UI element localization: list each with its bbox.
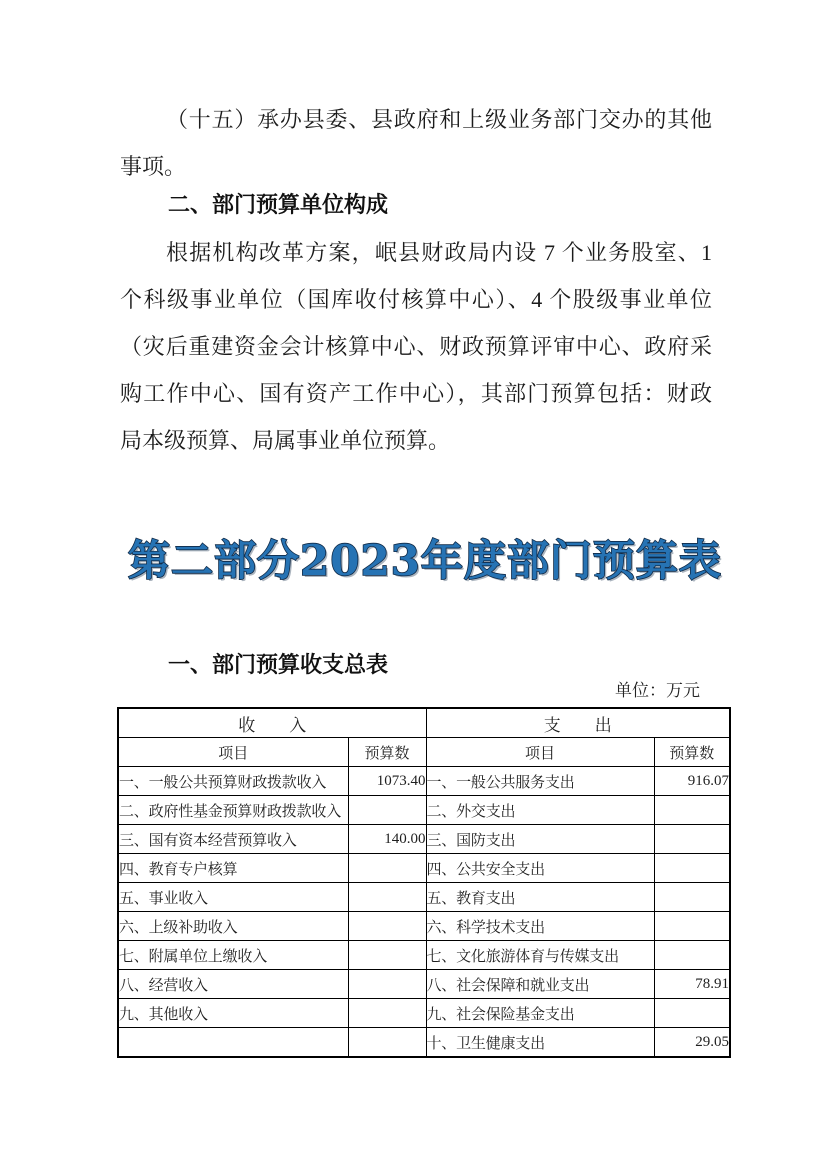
table-row xyxy=(118,796,730,825)
table-row xyxy=(118,941,730,970)
expense-value-cell: 29.05 xyxy=(654,1028,730,1058)
summary-heading: 一、部门预算收支总表 xyxy=(168,652,389,677)
table-row xyxy=(118,883,730,912)
income-item-cell: 一、一般公共预算财政拨款收入 xyxy=(118,767,348,796)
paragraph-line: （十五）承办县委、县政府和上级业务部门交办的其他 xyxy=(166,107,712,132)
income-budget-header-cell: 预算数 xyxy=(348,738,426,767)
income-item-cell xyxy=(118,1028,348,1058)
expense-group-header-cell: 支 出 xyxy=(426,708,730,738)
income-item-cell: 七、附属单位上缴收入 xyxy=(118,941,348,970)
table-row xyxy=(118,854,730,883)
expense-item-cell: 一、一般公共服务支出 xyxy=(426,767,654,796)
expense-item-cell: 八、社会保障和就业支出 xyxy=(426,970,654,999)
paragraph-line: 局本级预算、局属事业单位预算。 xyxy=(120,428,451,453)
expense-value-cell xyxy=(654,854,730,883)
expense-item-cell: 七、文化旅游体育与传媒支出 xyxy=(426,941,654,970)
intro-paragraph xyxy=(120,96,712,190)
expense-value-cell xyxy=(654,825,730,854)
table-row xyxy=(118,970,730,999)
income-item-header-cell: 项目 xyxy=(118,738,348,767)
paragraph-line: （灾后重建资金会计核算中心、财政预算评审中心、政府采 xyxy=(120,334,712,359)
income-group-header-cell: 收 入 xyxy=(118,708,426,738)
expense-item-cell: 四、公共安全支出 xyxy=(426,854,654,883)
income-value-cell xyxy=(348,1028,426,1058)
budget-table xyxy=(117,707,731,1058)
expense-value-cell xyxy=(654,999,730,1028)
income-value-cell: 140.00 xyxy=(348,825,426,854)
expense-value-cell: 78.91 xyxy=(654,970,730,999)
section2-heading: 二、部门预算单位构成 xyxy=(168,192,389,217)
income-value-cell xyxy=(348,796,426,825)
expense-value-cell xyxy=(654,912,730,941)
income-value-cell xyxy=(348,941,426,970)
unit-label: 单位：万元 xyxy=(615,681,700,700)
income-value-cell xyxy=(348,883,426,912)
column-header-row xyxy=(118,738,730,767)
expense-item-cell: 十、卫生健康支出 xyxy=(426,1028,654,1058)
expense-value-cell xyxy=(654,883,730,912)
banner-part-label: 第二部分 xyxy=(128,536,301,585)
income-value-cell xyxy=(348,912,426,941)
income-value-cell xyxy=(348,854,426,883)
paragraph-line: 购工作中心、国有资产工作中心），其部门预算包括：财政 xyxy=(120,381,712,406)
table-row xyxy=(118,1028,730,1058)
table-row xyxy=(118,767,730,796)
expense-value-cell xyxy=(654,796,730,825)
income-value-cell xyxy=(348,970,426,999)
income-item-cell: 四、教育专户核算 xyxy=(118,854,348,883)
table-row xyxy=(118,912,730,941)
income-item-cell: 八、经营收入 xyxy=(118,970,348,999)
paragraph-line: 事项。 xyxy=(120,154,187,179)
table-row xyxy=(118,825,730,854)
expense-item-cell: 三、国防支出 xyxy=(426,825,654,854)
income-item-cell: 五、事业收入 xyxy=(118,883,348,912)
expense-item-cell: 二、外交支出 xyxy=(426,796,654,825)
income-item-cell: 六、上级补助收入 xyxy=(118,912,348,941)
part2-banner xyxy=(120,524,722,598)
expense-item-cell: 五、教育支出 xyxy=(426,883,654,912)
group-header-row xyxy=(118,708,730,738)
expense-item-header-cell: 项目 xyxy=(426,738,654,767)
paragraph-line: 个科级事业单位（国库收付核算中心）、4 个股级事业单位 xyxy=(120,287,712,312)
income-value-cell: 1073.40 xyxy=(348,767,426,796)
income-value-cell xyxy=(348,999,426,1028)
expense-value-cell xyxy=(654,941,730,970)
paragraph-line: 根据机构改革方案，岷县财政局内设 7 个业务股室、1 xyxy=(166,240,712,265)
expense-item-cell: 六、科学技术支出 xyxy=(426,912,654,941)
income-item-cell: 二、政府性基金预算财政拨款收入 xyxy=(118,796,348,825)
income-item-cell: 九、其他收入 xyxy=(118,999,348,1028)
expense-item-cell: 九、社会保险基金支出 xyxy=(426,999,654,1028)
banner-title: 2023年度部门预算表 xyxy=(300,536,722,585)
expense-value-cell: 916.07 xyxy=(654,767,730,796)
expense-budget-header-cell: 预算数 xyxy=(654,738,730,767)
income-item-cell: 三、国有资本经营预算收入 xyxy=(118,825,348,854)
table-row xyxy=(118,999,730,1028)
section2-paragraph xyxy=(120,229,712,464)
